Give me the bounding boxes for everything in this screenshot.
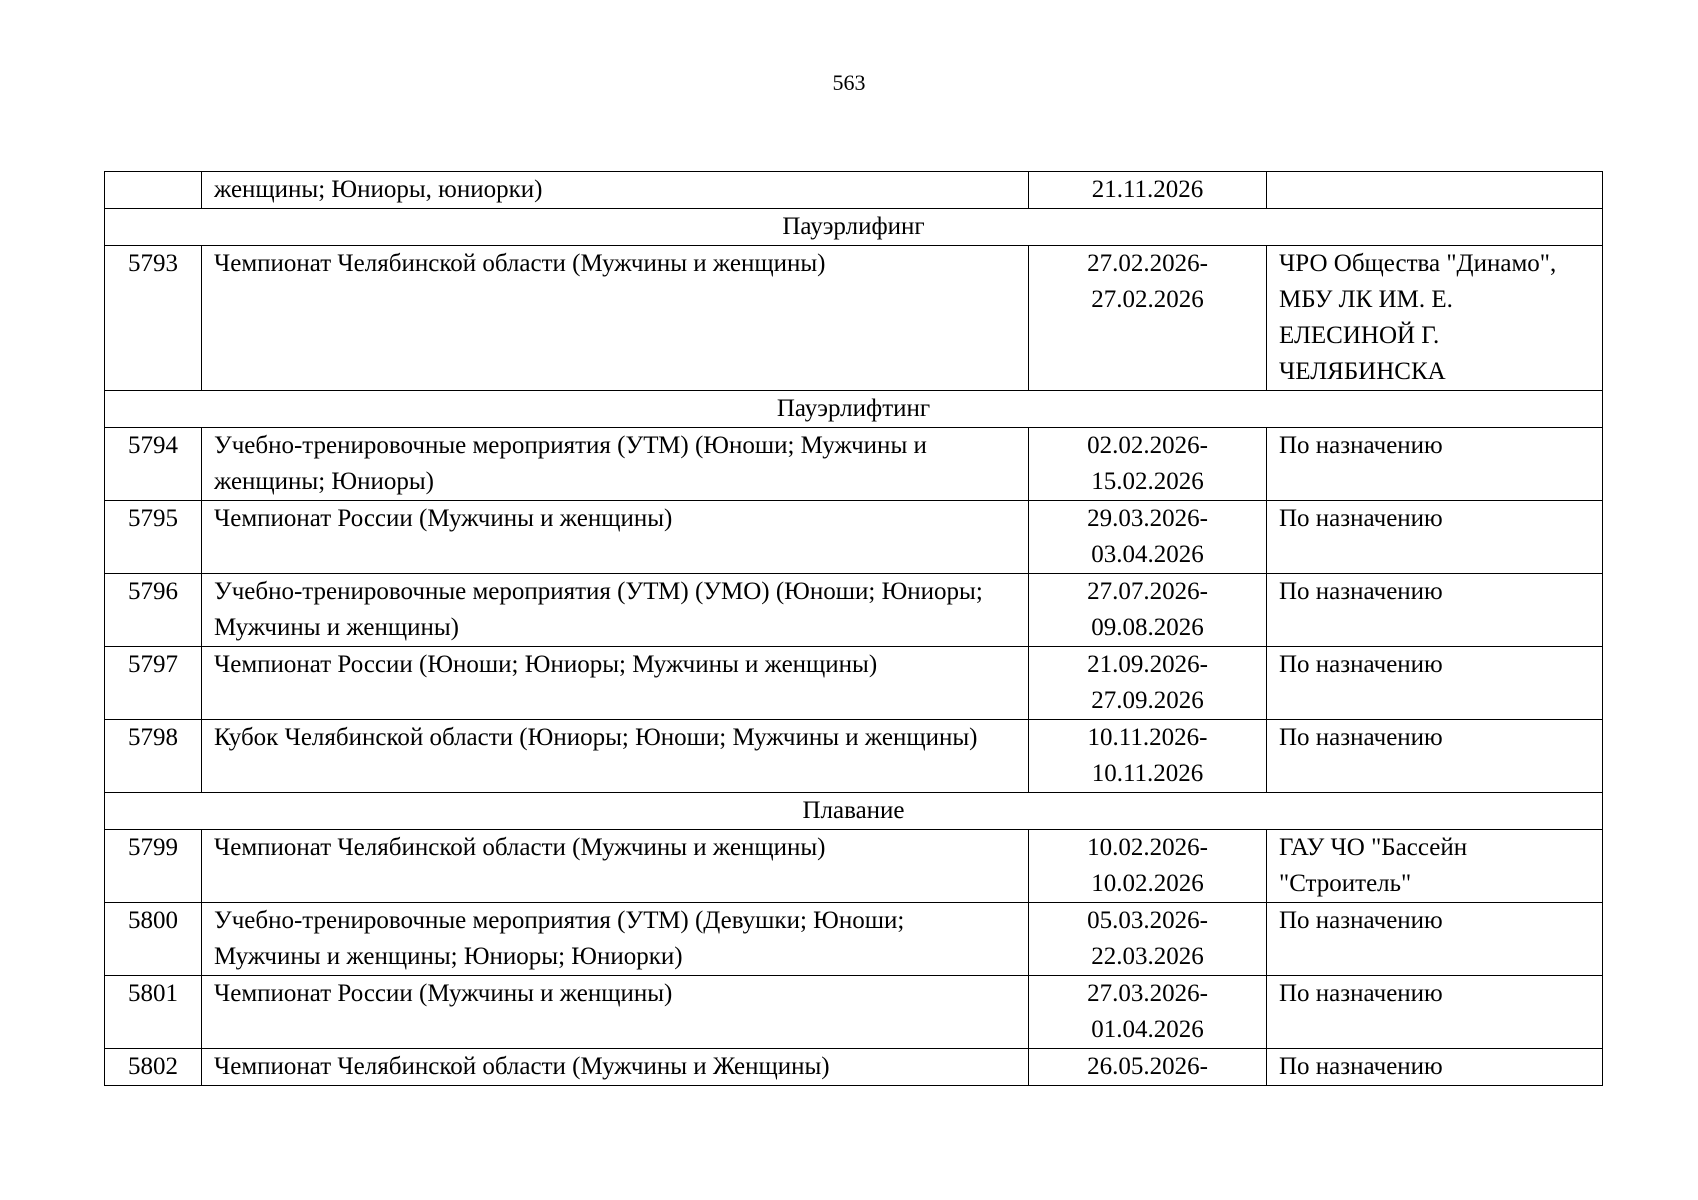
table-row (105, 720, 1603, 793)
event-date-start: 27.03.2026- (1087, 980, 1208, 1007)
event-dates (1029, 574, 1267, 647)
section-row (105, 391, 1603, 428)
event-place: По назначению (1267, 574, 1603, 647)
event-name: Кубок Челябинской области (Юниоры; Юноши; Мужчины и женщины) (202, 720, 1029, 793)
event-date-end: 10.11.2026 (1091, 760, 1204, 787)
event-place (1267, 172, 1603, 209)
event-place: По назначению (1267, 1049, 1603, 1086)
table-row (105, 172, 1603, 209)
event-dates (1029, 976, 1267, 1049)
event-date-start: 05.03.2026- (1087, 907, 1208, 934)
event-dates (1029, 720, 1267, 793)
event-dates (1029, 246, 1267, 391)
section-row (105, 209, 1603, 246)
event-place: По назначению (1267, 501, 1603, 574)
table-row (105, 976, 1603, 1049)
event-name: Чемпионат России (Мужчины и женщины) (202, 976, 1029, 1049)
event-number: 5800 (105, 903, 202, 976)
event-date-end: 09.08.2026 (1091, 614, 1204, 641)
event-date-end: 27.09.2026 (1091, 687, 1204, 714)
event-number: 5796 (105, 574, 202, 647)
event-date-end: 10.02.2026 (1091, 870, 1204, 897)
event-date-end: 15.02.2026 (1091, 468, 1204, 495)
event-dates (1029, 172, 1267, 209)
event-date-start: 10.11.2026- (1087, 724, 1208, 751)
event-date-start: 29.03.2026- (1087, 505, 1208, 532)
event-place: По назначению (1267, 903, 1603, 976)
section-title: Плавание (105, 793, 1603, 830)
event-dates (1029, 903, 1267, 976)
event-number: 5793 (105, 246, 202, 391)
event-dates (1029, 830, 1267, 903)
event-number: 5799 (105, 830, 202, 903)
page-number: 563 (832, 70, 866, 95)
event-place: ЧРО Общества "Динамо", МБУ ЛК ИМ. Е. ЕЛЕСИНОЙ Г. ЧЕЛЯБИНСКА (1267, 246, 1603, 391)
event-number: 5794 (105, 428, 202, 501)
section-row (105, 793, 1603, 830)
event-place: По назначению (1267, 647, 1603, 720)
event-number: 5798 (105, 720, 202, 793)
event-date-end: 01.04.2026 (1091, 1016, 1204, 1043)
table-row (105, 1049, 1603, 1086)
section-title: Пауэрлифинг (105, 209, 1603, 246)
event-date-start: 21.09.2026- (1087, 651, 1208, 678)
table-row (105, 647, 1603, 720)
event-dates (1029, 1049, 1267, 1086)
event-place: По назначению (1267, 976, 1603, 1049)
event-number: 5797 (105, 647, 202, 720)
table-row (105, 501, 1603, 574)
event-name: Учебно-тренировочные мероприятия (УТМ) (Юноши; Мужчины и женщины; Юниоры) (202, 428, 1029, 501)
event-name: Чемпионат Челябинской области (Мужчины и Женщины) (202, 1049, 1029, 1086)
table-row (105, 830, 1603, 903)
event-dates (1029, 501, 1267, 574)
event-date-start: 02.02.2026- (1087, 432, 1208, 459)
event-date-start: 27.02.2026- (1087, 250, 1208, 277)
event-place: По назначению (1267, 428, 1603, 501)
event-number: 5801 (105, 976, 202, 1049)
event-dates (1029, 428, 1267, 501)
section-title: Пауэрлифтинг (105, 391, 1603, 428)
event-name: Чемпионат Челябинской области (Мужчины и женщины) (202, 246, 1029, 391)
table-row (105, 903, 1603, 976)
event-name: женщины; Юниоры, юниорки) (202, 172, 1029, 209)
event-name: Чемпионат России (Юноши; Юниоры; Мужчины и женщины) (202, 647, 1029, 720)
event-date-start: 21.11.2026 (1091, 176, 1204, 203)
event-date-end: 22.03.2026 (1091, 943, 1204, 970)
table-row (105, 574, 1603, 647)
event-date-end: 03.04.2026 (1091, 541, 1204, 568)
event-date-start: 26.05.2026- (1087, 1053, 1208, 1080)
event-place: По назначению (1267, 720, 1603, 793)
event-number: 5795 (105, 501, 202, 574)
event-number: 5802 (105, 1049, 202, 1086)
event-name: Учебно-тренировочные мероприятия (УТМ) (УМО) (Юноши; Юниоры; Мужчины и женщины) (202, 574, 1029, 647)
event-name: Учебно-тренировочные мероприятия (УТМ) (Девушки; Юноши; Мужчины и женщины; Юниоры; Юниорки) (202, 903, 1029, 976)
event-name: Чемпионат России (Мужчины и женщины) (202, 501, 1029, 574)
table-row (105, 428, 1603, 501)
events-table (104, 171, 1603, 1086)
event-date-start: 27.07.2026- (1087, 578, 1208, 605)
table-row (105, 246, 1603, 391)
event-place: ГАУ ЧО "Бассейн "Строитель" (1267, 830, 1603, 903)
event-dates (1029, 647, 1267, 720)
event-number (105, 172, 202, 209)
event-name: Чемпионат Челябинской области (Мужчины и женщины) (202, 830, 1029, 903)
event-date-end: 27.02.2026 (1091, 286, 1204, 313)
event-date-start: 10.02.2026- (1087, 834, 1208, 861)
